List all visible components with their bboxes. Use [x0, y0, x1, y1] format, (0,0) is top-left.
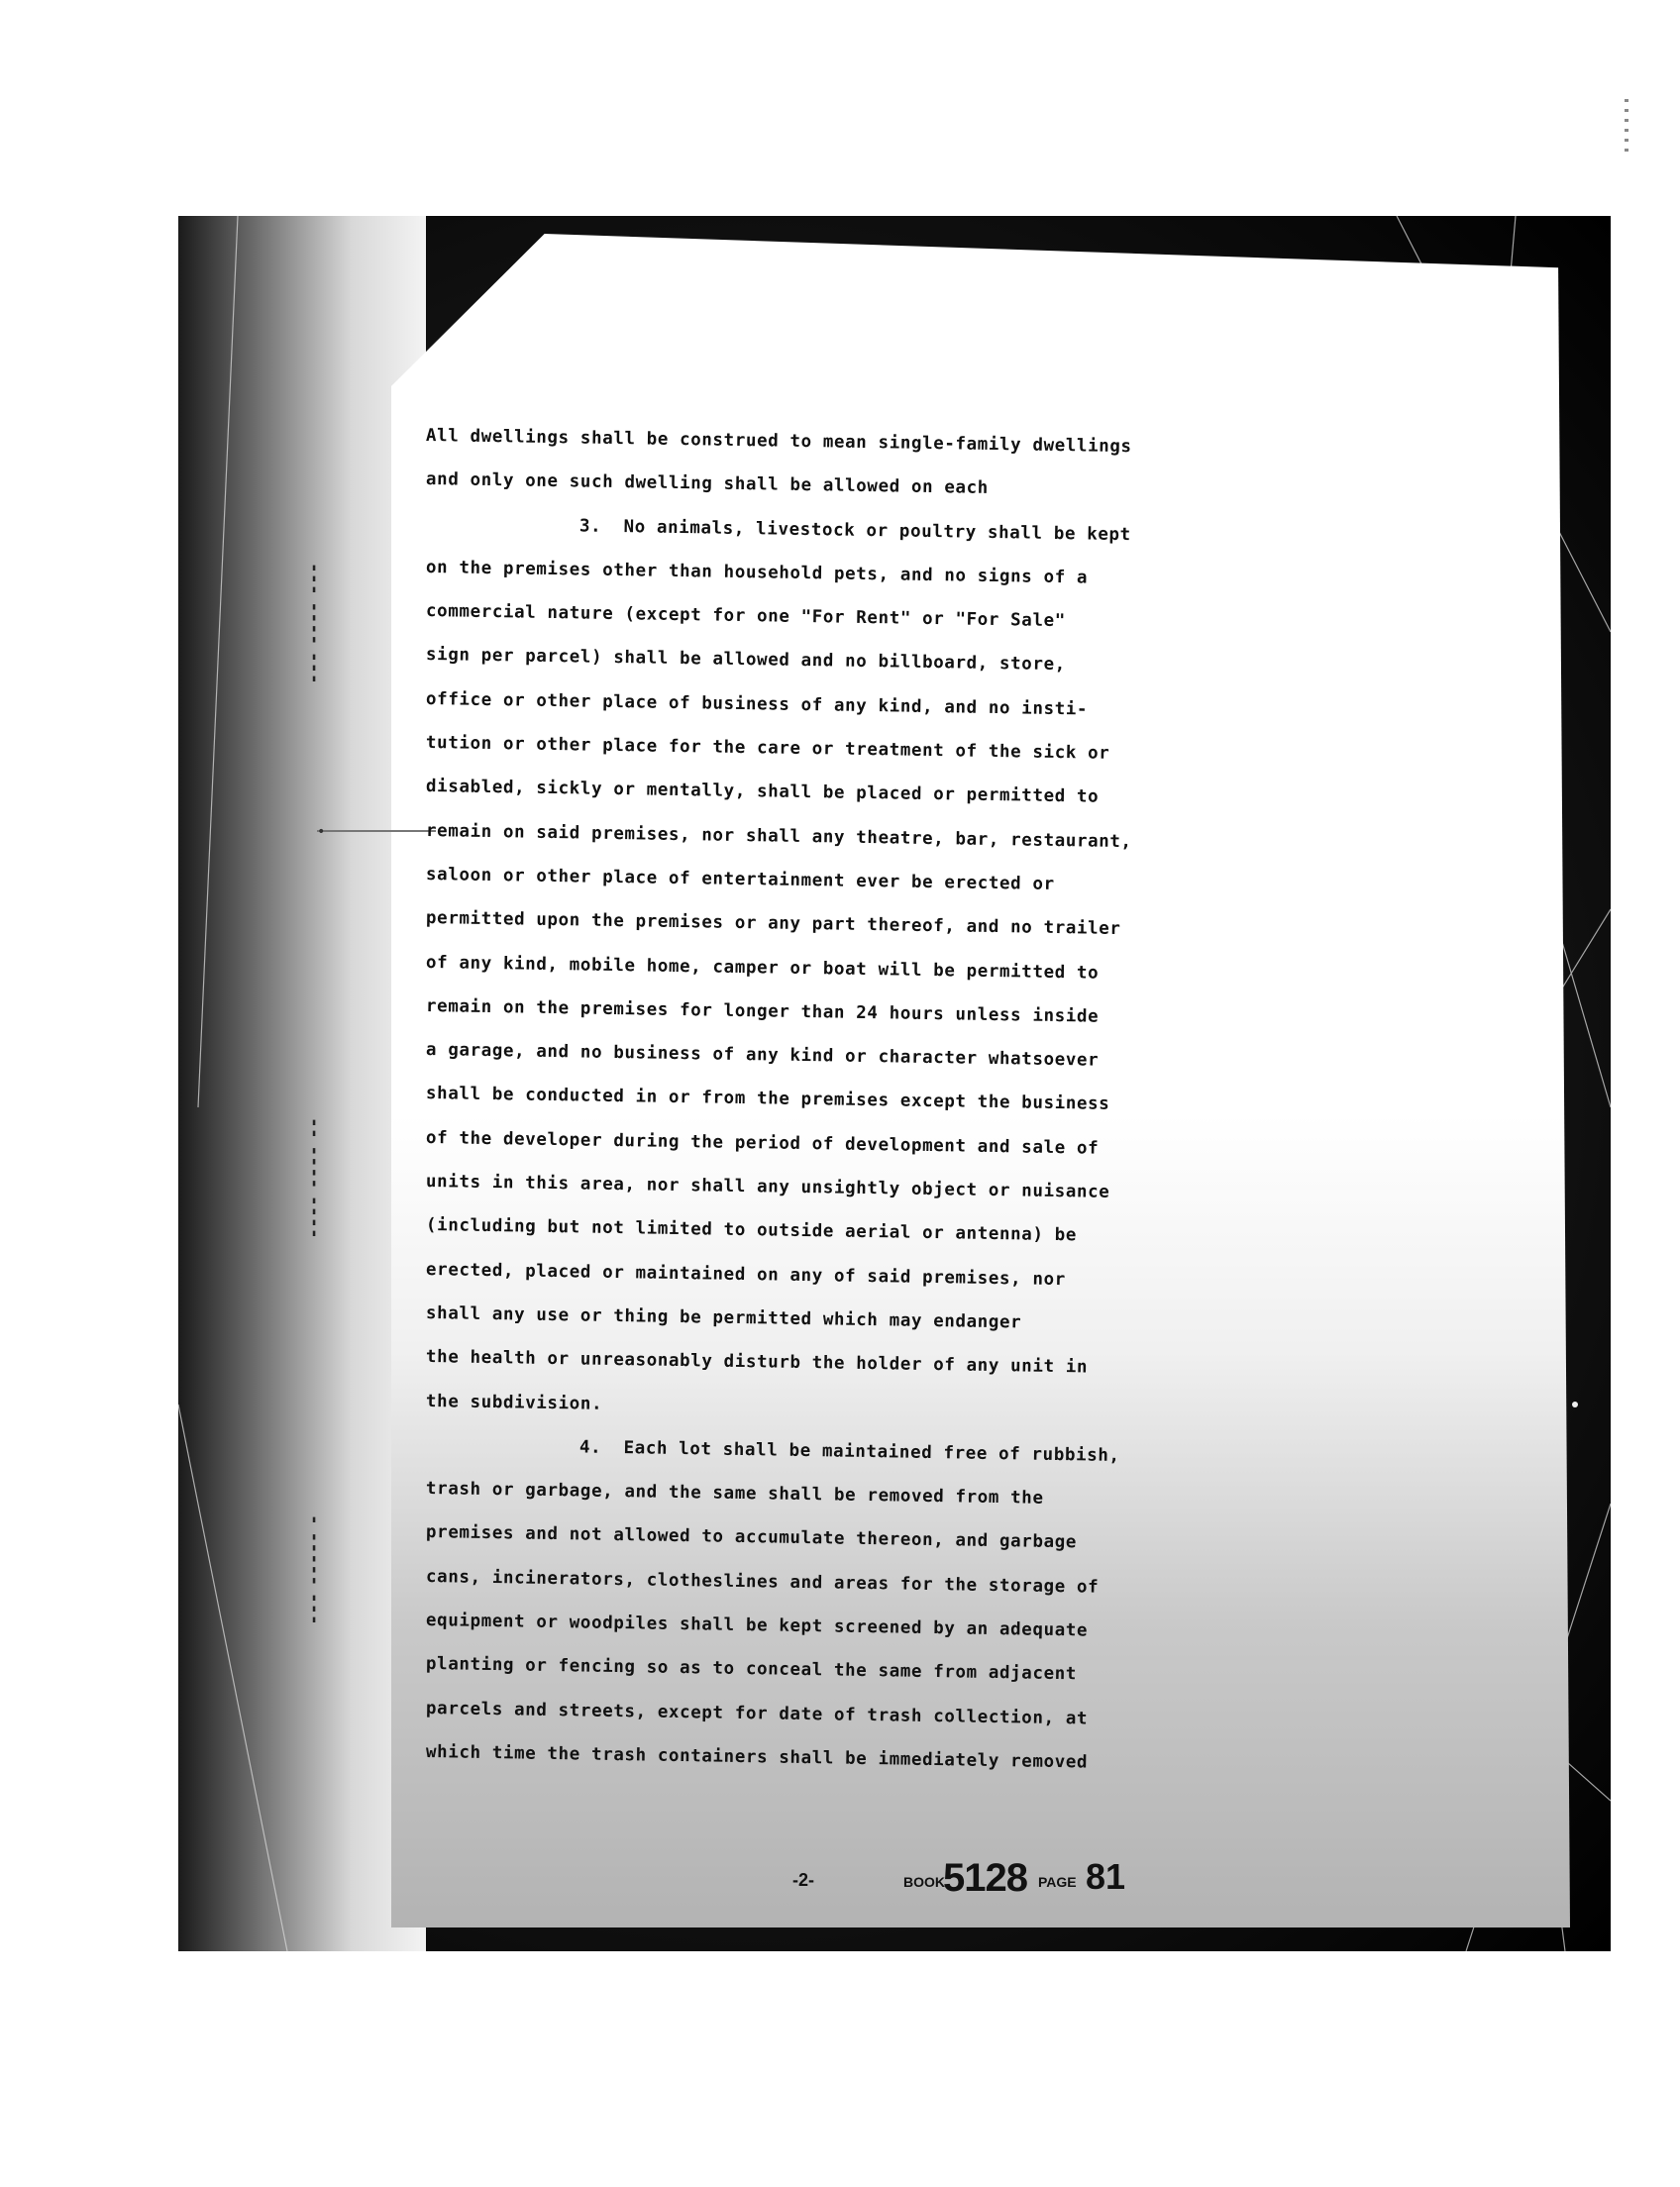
text-line: shall any use or thing be permitted which may endanger — [425, 1302, 1022, 1333]
text-line: (including but not limited to outside aerial or antenna) be — [425, 1215, 1078, 1246]
text-line: tution or other place for the care or treatment of the sick or — [425, 733, 1110, 764]
side-stamp-1: ▮▮▮ ▮▮▮▮ ▮▮▮ — [309, 562, 319, 683]
text-line: a garage, and no business of any kind or character whatsoever — [425, 1040, 1100, 1071]
page-number: -2- — [792, 1870, 814, 1890]
side-stamp-2: ▮▮▮▮ ▮▮▮▮ ▮▮ — [309, 1116, 319, 1238]
text-line: sign per parcel) shall be allowed and no billboard, store, — [425, 645, 1066, 676]
scan-edge-marks — [1625, 99, 1628, 158]
book-number: 5128 — [943, 1856, 1027, 1900]
text-line: saloon or other place of entertainment ever be erected or — [425, 864, 1055, 894]
text-line: remain on the premises for longer than 24 hours unless inside — [425, 995, 1100, 1027]
text-line: of any kind, mobile home, camper or boat will be permitted to — [425, 952, 1100, 984]
text-line: permitted upon the premises or any part thereof, and no trailer — [425, 908, 1121, 940]
text-line: the health or unreasonably disturb the holder of any unit in — [425, 1347, 1089, 1378]
text-line: shall be conducted in or from the premises except the business — [425, 1084, 1110, 1115]
book-label: BOOK — [903, 1874, 945, 1890]
text-line: 3. No animals, livestock or poultry shall be kept — [578, 516, 1131, 545]
text-line: disabled, sickly or mentally, shall be placed or permitted to — [425, 777, 1100, 808]
text-line: planting or fencing so as to conceal the same from adjacent — [425, 1654, 1078, 1685]
text-line: parcels and streets, except for date of trash collection, at — [425, 1698, 1089, 1729]
side-stamp-3: ▮▮▮ ▮▮▮▮▮ ▮ — [309, 1513, 319, 1624]
text-line: the subdivision. — [425, 1391, 603, 1414]
document-body — [426, 414, 1317, 1774]
text-line: of the developer during the period of development and sale of — [425, 1127, 1100, 1159]
text-line: commercial nature (except for one "For Rent" or "For Sale" — [425, 601, 1066, 632]
text-line: and only one such dwelling shall be allowed on each — [425, 469, 990, 499]
text-line: 4. Each lot shall be maintained free of rubbish, — [578, 1437, 1120, 1466]
page-value: 81 — [1086, 1856, 1126, 1897]
text-line: units in this area, nor shall any unsightly object or nuisance — [425, 1172, 1110, 1202]
margin-rule — [317, 830, 436, 832]
text-line: cans, incinerators, clotheslines and areas for the storage of — [425, 1566, 1100, 1598]
text-line: trash or garbage, and the same shall be removed from the — [425, 1479, 1044, 1509]
text-line: erected, placed or maintained on any of said premises, nor — [425, 1259, 1066, 1290]
text-line: which time the trash containers shall be immediately removed — [425, 1741, 1089, 1773]
text-line: premises and not allowed to accumulate thereon, and garbage — [425, 1522, 1078, 1553]
text-line: on the premises other than household pets, and no signs of a — [425, 557, 1089, 588]
text-line: office or other place of business of any kind, and no insti- — [425, 688, 1089, 720]
margin-dot: • — [317, 824, 326, 840]
text-line: All dwellings shall be construed to mean single-family dwellings — [425, 426, 1132, 458]
text-line: remain on said premises, nor shall any theatre, bar, restaurant, — [425, 820, 1132, 852]
page-label: PAGE — [1038, 1874, 1077, 1890]
text-line: equipment or woodpiles shall be kept screened by an adequate — [425, 1611, 1089, 1641]
